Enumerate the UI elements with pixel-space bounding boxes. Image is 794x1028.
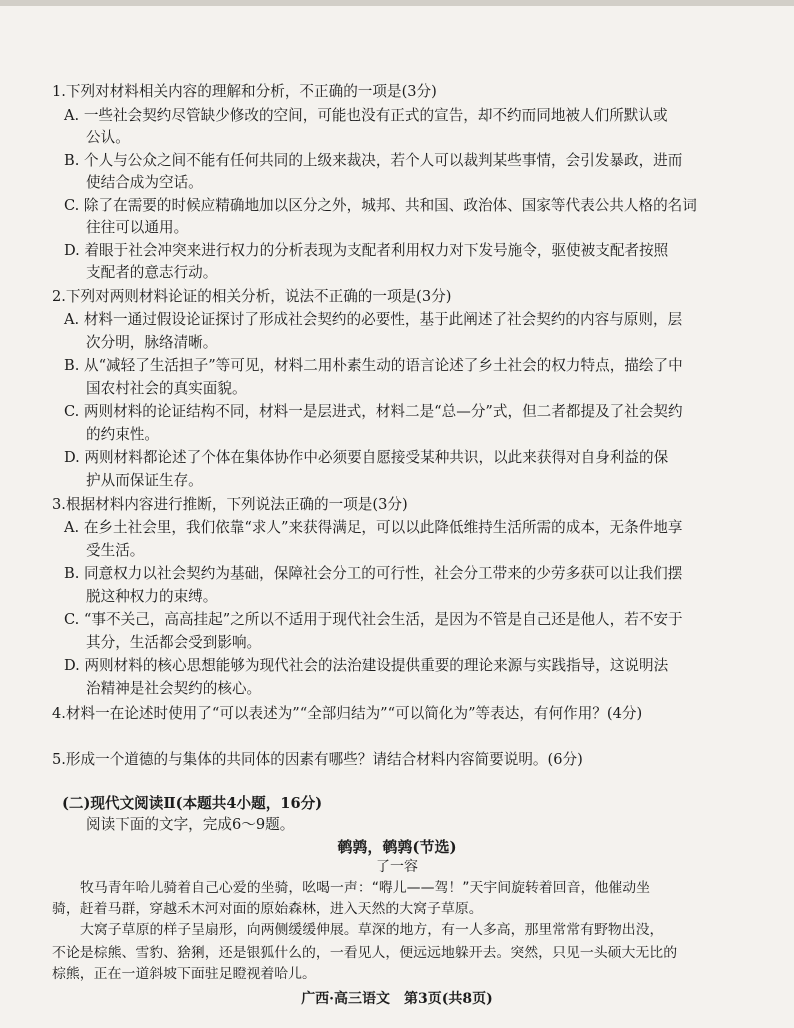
q2-option-a-cont: 次分明，脉络清晰。	[86, 334, 218, 351]
q2-option-d-cont: 护从而保证生存。	[86, 472, 203, 489]
q3-option-a-cont: 受生活。	[86, 542, 145, 559]
question-5: 5.形成一个道德的与集体的共同体的因素有哪些？请结合材料内容简要说明。(6分)	[52, 751, 583, 768]
q2-option-d: D. 两则材料都论述了个体在集体协作中必须要自愿接受某种共识，以此来获得对自身利益的保	[64, 449, 669, 466]
story-title: 鹌鹑，鹌鹑(节选)	[337, 838, 457, 856]
q2-option-c-cont: 的约束性。	[86, 426, 159, 443]
question-4: 4.材料一在论述时使用了“可以表述为”“全部归结为”“可以简化为”等表达，有何作用？(4分)	[52, 705, 643, 722]
q2-option-c: C. 两则材料的论证结构不同，材料一是层进式，材料二是“总—分”式，但二者都提及了社会契约	[64, 403, 683, 420]
question-1-stem: 1.下列对材料相关内容的理解和分析，不正确的一项是(3分)	[52, 83, 437, 100]
q1-option-b-cont: 使结合成为空话。	[86, 174, 203, 191]
q3-option-b: B. 同意权力以社会契约为基础，保障社会分工的可行性，社会分工带来的少劳多获可以让我们摆	[64, 565, 683, 582]
q2-option-b: B. 从“减轻了生活担子”等可见，材料二用朴素生动的语言论述了乡土社会的权力特点，描绘了中	[64, 357, 683, 374]
section-instruction: 阅读下面的文字，完成6～9题。	[86, 816, 295, 833]
q1-option-a: A. 一些社会契约尽管缺少修改的空间，可能也没有正式的宣告，却不约而同地被人们所默认或	[64, 107, 668, 124]
question-2-stem: 2.下列对两则材料论证的相关分析，说法不正确的一项是(3分)	[52, 288, 452, 305]
q3-option-a: A. 在乡土社会里，我们依靠“求人”来获得满足，可以以此降低维持生活所需的成本，无条件地享	[64, 519, 683, 536]
q1-option-b: B. 个人与公众之间不能有任何共同的上级来裁决，若个人可以裁判某些事情，会引发暴政，进而	[64, 152, 683, 169]
story-line-2: 骑，赶着马群，穿越禾木河对面的原始森林，进入天然的大窝子草原。	[52, 901, 483, 917]
q3-option-d-cont: 治精神是社会契约的核心。	[86, 680, 262, 697]
q3-option-c: C. “事不关己，高高挂起”之所以不适用于现代社会生活，是因为不管是自己还是他人，若不安于	[64, 611, 683, 628]
section-heading: (二)现代文阅读Ⅱ(本题共4小题，16分)	[62, 795, 323, 812]
story-line-4: 不论是棕熊、雪豹、猞猁，还是银狐什么的，一看见人，便远远地躲开去。突然，只见一头硕大无比的	[52, 945, 678, 961]
question-3-stem: 3.根据材料内容进行推断，下列说法正确的一项是(3分)	[52, 496, 408, 513]
q3-option-d: D. 两则材料的核心思想能够为现代社会的法治建设提供重要的理论来源与实践指导，这说明法	[64, 657, 669, 674]
story-line-3: 大窝子草原的样子呈扇形，向两侧缓缓伸展。草深的地方，有一人多高，那里常常有野物出没，	[80, 922, 664, 938]
story-line-1: 牧马青年哈儿骑着自己心爱的坐骑，吆喝一声：“嘚儿——驾！”天宇间旋转着回音，他催动坐	[80, 880, 651, 896]
q3-option-c-cont: 其分，生活都会受到影响。	[86, 634, 262, 651]
page-footer: 广西·高三语文 第3页(共8页)	[301, 991, 493, 1007]
q1-option-d: D. 着眼于社会冲突来进行权力的分析表现为支配者利用权力对下发号施令，驱使被支配者按照	[64, 242, 669, 259]
q1-option-c: C. 除了在需要的时候应精确地加以区分之外，城邦、共和国、政治体、国家等代表公共人格的名词	[64, 197, 697, 214]
q1-option-d-cont: 支配者的意志行动。	[86, 264, 218, 281]
q2-option-a: A. 材料一通过假设论证探讨了形成社会契约的必要性，基于此阐述了社会契约的内容与原则，层	[64, 311, 683, 328]
q1-option-c-cont: 往往可以通用。	[86, 219, 189, 236]
story-line-5: 棕熊，正在一道斜坡下面驻足瞪视着哈儿。	[52, 966, 316, 982]
q3-option-b-cont: 脱这种权力的束缚。	[86, 588, 218, 605]
story-author: 了一容	[376, 859, 418, 875]
q1-option-a-cont: 公认。	[86, 129, 130, 146]
q2-option-b-cont: 国农村社会的真实面貌。	[86, 380, 247, 397]
